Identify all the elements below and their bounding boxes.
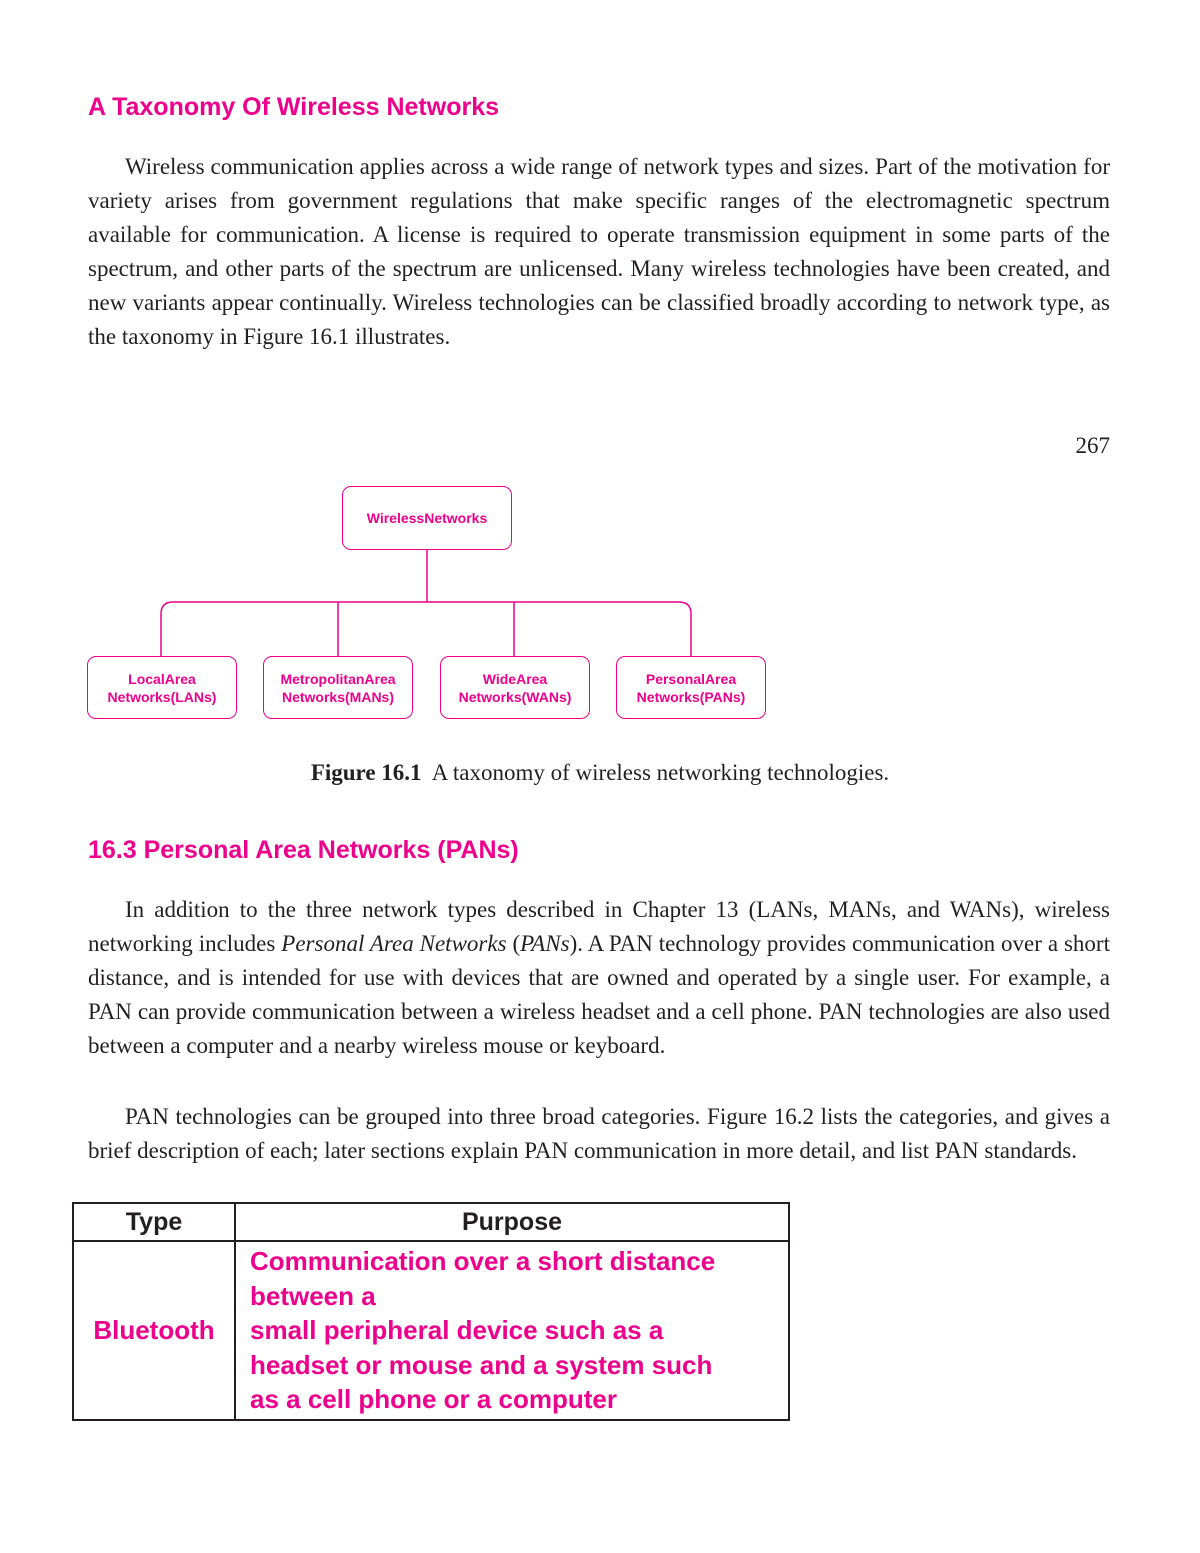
pans-paragraph-1-start: In addition to the three network types described in Chapter 13 (LANs, MANs, and WANs), wireless networking includes <box>88 897 1110 956</box>
page-number: 267 <box>1075 433 1110 458</box>
pans-abbr: PANs <box>520 931 570 956</box>
taxonomy-connectors <box>0 0 1200 740</box>
figure-caption <box>0 760 1200 786</box>
node-lans-line2: Networks(LANs) <box>107 688 217 705</box>
node-pans <box>616 656 766 719</box>
pans-paragraph-1 <box>88 893 1110 1063</box>
node-mans-line2: Networks(MANs) <box>281 688 394 705</box>
section-heading-taxonomy: A Taxonomy Of Wireless Networks <box>88 93 499 121</box>
pans-term: Personal Area Networks <box>281 931 507 956</box>
node-lans-line1: LocalArea <box>128 670 196 687</box>
purpose-line: Communication over a short distance <box>250 1246 716 1276</box>
purpose-line: small peripheral device such as a <box>250 1315 664 1345</box>
purpose-line: as a cell phone or a computer <box>250 1384 617 1414</box>
node-wireless-networks <box>342 486 512 550</box>
table-row <box>73 1241 789 1420</box>
purpose-line: between a <box>250 1280 376 1311</box>
table-header-type: Type <box>73 1203 235 1241</box>
table-header-purpose: Purpose <box>235 1203 789 1241</box>
node-wireless-networks-label: WirelessNetworks <box>366 510 488 526</box>
pans-paragraph-2-text: PAN technologies can be grouped into three broad categories. Figure 16.2 lists the categories, and gives a brief description of each; later sections explain PAN communication in more detail, and list PAN standards. <box>88 1104 1110 1163</box>
node-wans <box>440 656 590 719</box>
pans-paragraph-1-end: ). A PAN technology provides communication over a short distance, and is intended for use with devices that are owned and operated by a single user. For example, a PAN can provide communication between a wireless headset and a cell phone. PAN technologies are also used between a computer and a nearby wireless mouse or keyboard. <box>88 931 1110 1058</box>
node-wans-line2: Networks(WANs) <box>458 688 572 705</box>
node-mans <box>263 656 413 719</box>
figure-caption-label: Figure 16.1 <box>310 760 422 785</box>
pan-categories-table <box>72 1202 790 1421</box>
pans-paragraph-1-open: ( <box>506 931 521 956</box>
table-cell-type: Bluetooth <box>73 1241 235 1420</box>
node-wans-line1: WideArea <box>482 670 548 687</box>
node-pans-line2: Networks(PANs) <box>636 688 746 705</box>
taxonomy-paragraph-text: Wireless communication applies across a wide range of network types and sizes. Part of the motivation for variety arises from government regulations that make specific ranges of the electromagnetic spectrum available for communication. A license is required to operate transmission equipment in some parts of the spectrum, and other parts of the spectrum are unlicensed. Many wireless technologies have been created, and new variants appear continually. Wireless technologies can be classified broadly according to network type, as the taxonomy in Figure 16.1 illustrates. <box>88 154 1110 349</box>
figure-caption-text: A taxonomy of wireless networking technologies. <box>431 760 890 785</box>
node-mans-line1: MetropolitanArea <box>280 670 396 687</box>
table-cell-purpose <box>235 1241 789 1420</box>
node-pans-line1: PersonalArea <box>645 670 737 687</box>
node-lans <box>87 656 237 719</box>
section-heading-pans: 16.3 Personal Area Networks (PANs) <box>88 836 519 864</box>
purpose-line: headset or mouse and a system such <box>250 1349 713 1380</box>
pans-paragraph-2 <box>88 1100 1110 1168</box>
table-header-row <box>73 1203 789 1241</box>
branch-bar-line <box>161 602 691 656</box>
